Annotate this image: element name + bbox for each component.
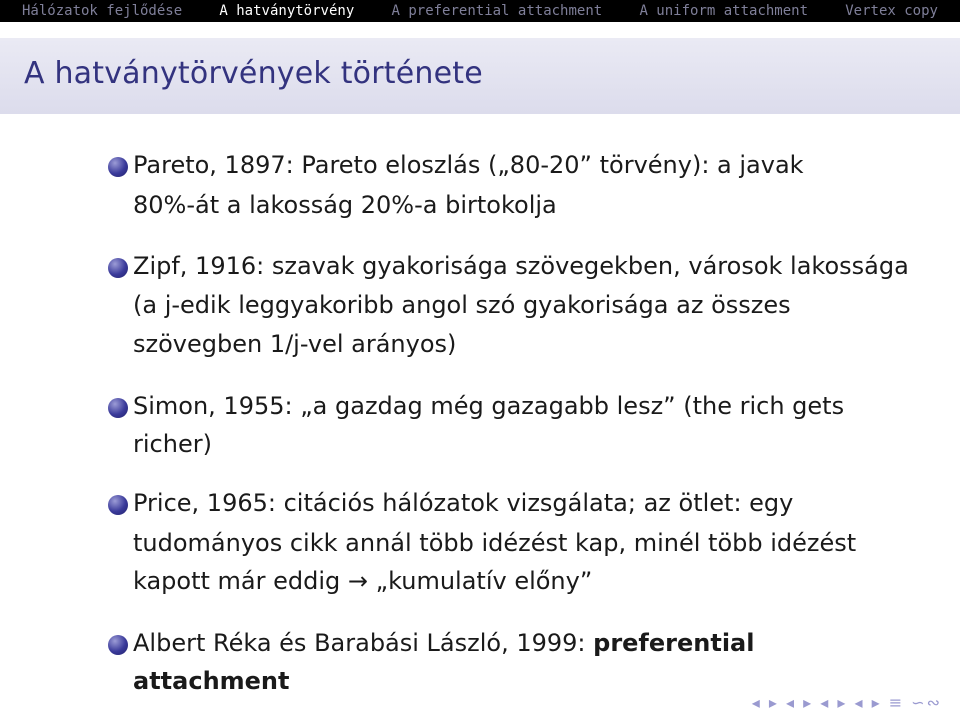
- nav-item-preferential-attachment[interactable]: A preferential attachment: [391, 3, 603, 19]
- bullet-icon: [108, 157, 128, 177]
- item-2-line-3: szövegben 1/j-vel arányos): [133, 330, 457, 358]
- item-5-bold-1: preferential: [593, 629, 755, 657]
- item-4-line-1: Price, 1965: citációs hálózatok vizsgálata; az ötlet: egy: [133, 489, 794, 517]
- item-3-line-2: richer): [133, 430, 212, 458]
- item-5-line-1: [133, 629, 754, 657]
- item-4-line-2: tudományos cikk annál több idézést kap, minél több idézést: [133, 529, 857, 557]
- nav-item-halozatok-fejlodese[interactable]: Hálózatok fejlődése: [22, 3, 183, 19]
- bullet-icon: [108, 495, 128, 515]
- item-1-line-1: Pareto, 1897: Pareto eloszlás („80-20” törvény): a javak: [133, 151, 804, 179]
- bullet-icon: [108, 258, 128, 278]
- nav-item-uniform-attachment[interactable]: A uniform attachment: [639, 3, 809, 19]
- beamer-navigation-controls[interactable]: ◂ ▸ ◂ ▸ ◂ ▸ ◂ ▸ ≡ ∽∾: [751, 693, 942, 712]
- slide-title: A hatványtörvények története: [24, 56, 483, 91]
- nav-item-a-hatvanytorveny[interactable]: A hatványtörvény: [219, 3, 355, 19]
- item-2-line-2: (a j-edik leggyakoribb angol szó gyakorisága az összes: [133, 291, 791, 319]
- nav-item-vertex-copy[interactable]: Vertex copy: [845, 3, 938, 19]
- item-4-line-3: kapott már eddig → „kumulatív előny”: [133, 567, 593, 595]
- bullet-icon: [108, 398, 128, 418]
- item-3-line-1: Simon, 1955: „a gazdag még gazagabb lesz” (the rich gets: [133, 392, 845, 420]
- bullet-icon: [108, 635, 128, 655]
- item-2-line-1: Zipf, 1916: szavak gyakorisága szövegekben, városok lakossága: [133, 252, 909, 280]
- item-5-prefix: Albert Réka és Barabási László, 1999:: [133, 629, 594, 657]
- item-1-line-2: 80%-át a lakosság 20%-a birtokolja: [133, 191, 557, 219]
- item-5-line-2: attachment: [133, 667, 290, 695]
